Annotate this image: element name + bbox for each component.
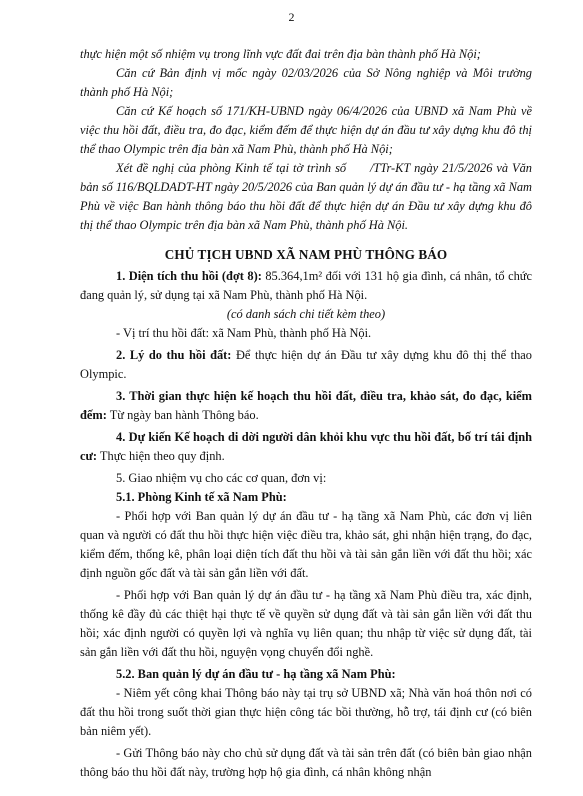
preamble-line: Xét đề nghị của phòng Kinh tế tại tờ trình số /TTr-KT ngày 21/5/2026 và Văn bản số 116/BQLDADT-HT ngày 20/5/2026 của Ban quản lý dự án đầu tư - hạ tầng xã Nam Phù về việc Ban hành thông báo thu hồi đất để thực hiện dự án Đầu tư xây dựng khu đô thị thể thao Olympic trên địa bàn xã Nam Phù, thành phố Hà Nội.	[80, 161, 536, 232]
item-3-label: 3. Thời gian thực hiện kế hoạch thu hồi đất, điều tra, khảo sát, đo đạc, kiểm đếm:	[80, 389, 532, 422]
item-5-1-para: - Phối hợp với Ban quản lý dự án đầu tư - hạ tầng xã Nam Phù, các đơn vị liên quan và người có đất thu hồi thực hiện việc điều tra, khảo sát, ghi nhận hiện trạng, đo đạc, kiểm đếm, thống kê, phân loại diện tích đất thu hồi và tài sản gắn liền với đất thu hồi; xác định nguồn gốc đất và tài sản gắn liền với đất.	[80, 509, 532, 580]
page-number: 2	[288, 10, 295, 24]
item-2-text: Để thực hiện dự án Đầu tư xây dựng khu đô thị thể thao Olympic.	[80, 348, 532, 381]
item-5-1-para: - Phối hợp với Ban quản lý dự án đầu tư - hạ tầng xã Nam Phù điều tra, xác định, thống kê đầy đủ các thiệt hại thực tế về quyền sử dụng đất và tài sản gắn liền với đất thu hồi; xác định người có quyền lợi và nghĩa vụ liên quan; thu nhập từ việc sử dụng đất, tài sản gắn liền với đất thu hồi, nguyện vọng chuyển đổi nghề.	[80, 588, 532, 659]
item-1-note: (có danh sách chi tiết kèm theo)	[226, 307, 386, 321]
preamble-line: Căn cứ Bản định vị mốc ngày 02/03/2026 của Sở Nông nghiệp và Môi trường thành phố Hà Nội;	[80, 66, 532, 99]
item-5-2-para: - Gửi Thông báo này cho chủ sử dụng đất và tài sản trên đất (có biên bản giao nhận thông báo thu hồi đất này, trường hợp hộ gia đình, cá nhân không nhận	[80, 746, 532, 779]
item-4	[80, 428, 532, 466]
notice-heading: CHỦ TỊCH UBND XÃ NAM PHÙ THÔNG BÁO	[164, 247, 448, 262]
preamble-line: thực hiện một số nhiệm vụ trong lĩnh vực đất đai trên địa bàn thành phố Hà Nội;	[80, 47, 481, 61]
item-1-label: 1. Diện tích thu hồi (đợt 8):	[116, 269, 262, 283]
item-1-location: - Vị trí thu hồi đất: xã Nam Phù, thành phố Hà Nội.	[116, 326, 372, 340]
item-5-label: 5. Giao nhiệm vụ cho các cơ quan, đơn vị:	[116, 471, 327, 485]
item-5-2-label: 5.2. Ban quản lý dự án đầu tư - hạ tầng xã Nam Phù:	[116, 667, 396, 681]
item-4-text: Thực hiện theo quy định.	[97, 449, 225, 463]
item-5-2-para: - Niêm yết công khai Thông báo này tại trụ sở UBND xã; Nhà văn hoá thôn nơi có đất thu hồi trong suốt thời gian thực hiện công tác bồi thường, hỗ trợ, tái định cư (có biên bản niêm yết).	[80, 686, 532, 738]
item-4-label: 4. Dự kiến Kế hoạch di dời người dân khỏi khu vực thu hồi đất, bố trí tái định cư:	[80, 430, 532, 463]
item-3	[80, 387, 532, 425]
item-2-label: 2. Lý do thu hồi đất:	[116, 348, 232, 362]
item-2	[80, 346, 532, 384]
document-body	[80, 45, 536, 782]
item-3-text: Từ ngày ban hành Thông báo.	[106, 408, 259, 422]
item-1	[80, 267, 532, 305]
item-5-1-label: 5.1. Phòng Kinh tế xã Nam Phù:	[116, 490, 287, 504]
item-1-text: 85.364,1m² đối với 131 hộ gia đình, cá nhân, tổ chức đang quản lý, sử dụng tại xã Nam Phù, thành phố Hà Nội.	[80, 269, 532, 302]
preamble-line: Căn cứ Kế hoạch số 171/KH-UBND ngày 06/4/2026 của UBND xã Nam Phù về việc thu hồi đất, điều tra, đo đạc, kiểm đếm để thực hiện dự án đầu tư xây dựng khu đô thị thể thao Olympic trên địa bàn xã Nam Phù, thành phố Hà Nội;	[80, 104, 532, 156]
